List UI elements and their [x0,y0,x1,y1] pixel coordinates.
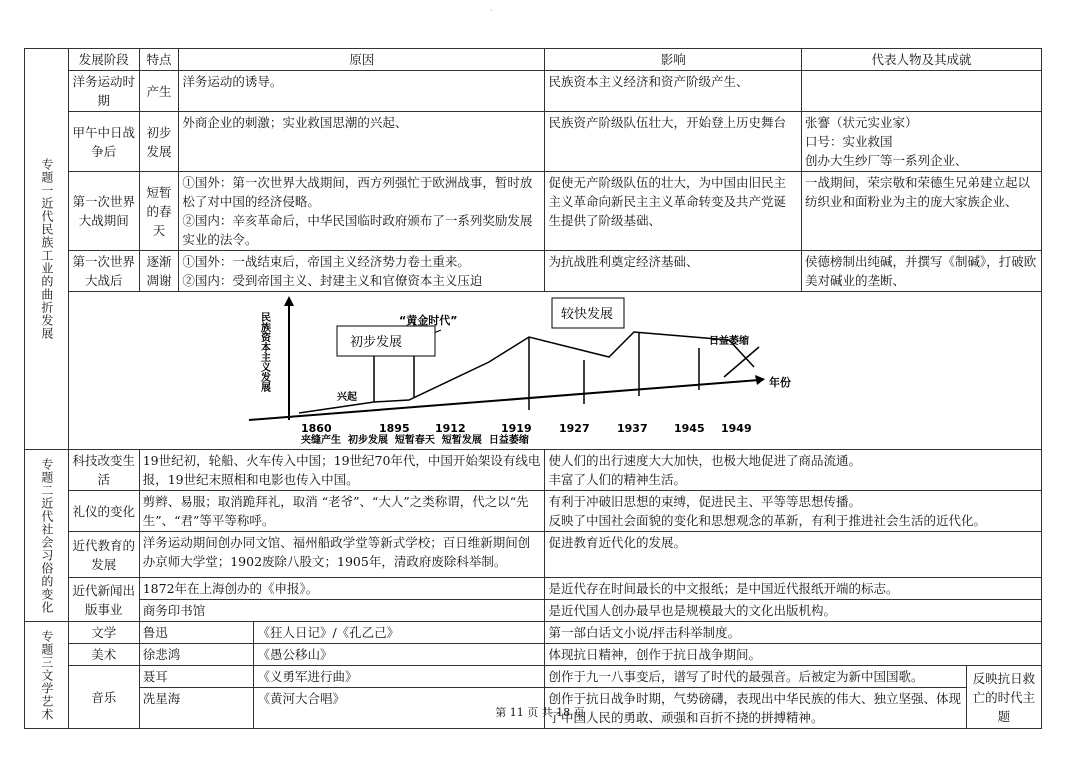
callout-early: 初步发展 [349,335,402,350]
stage-cell: 第一次世界大战后 [68,251,139,292]
art-person-cell: 聂耳 [139,666,254,688]
custom-impact-cell: 促进教育近代化的发展。 [545,532,1042,578]
custom-content-cell: 1872年在上海创办的《申报》。 [139,578,545,600]
art-work-cell: 《黄河大合唱》 [254,688,545,729]
topic3-row [25,622,1042,644]
year-label: 1919 [500,422,532,435]
people-cell: 张謇（状元实业家） 口号：实业救国 创办大生纱厂等一系列企业、 [802,112,1042,172]
year-label: 1945 [673,422,705,435]
custom-content-cell: 剪辫、易服；取消跪拜礼，取消 “老爷”、“大人”之类称谓，代之以“先生”、“君”等平等称呼。 [139,491,545,532]
year-labels [301,422,752,435]
topic2-row [25,532,1042,578]
top-dot: · [490,6,493,15]
stage-cell: 第一次世界大战期间 [68,172,139,251]
year-label: 1912 [434,422,466,435]
custom-impact-cell: 使人们的出行速度大大加快，也极大地促进了商品流通。 丰富了人们的精神生活。 [545,450,1042,491]
x-axis-label: 年份 [768,376,791,389]
topic2-row [25,600,1042,622]
year-label: 1927 [558,422,590,435]
header-impact: 影响 [545,49,802,71]
y-axis-label: 民族资本主义发展 [258,312,270,392]
art-impact-cell: 创作于抗日战争时期，气势磅礴，表现出中华民族的伟大、独立坚强、体现了中国人民的勇敢、顽强和百折不挠的拼搏精神。 [545,688,966,729]
custom-name-cell: 科技改变生活 [68,450,139,491]
year-label: 1937 [616,422,648,435]
art-person-cell: 冼星海 [139,688,254,729]
art-category-cell: 音乐 [68,666,139,729]
stage-cell: 洋务运动时期 [68,71,139,112]
topic3-row [25,666,1042,688]
header-people: 代表人物及其成就 [802,49,1042,71]
custom-impact-cell: 是近代存在时间最长的中文报纸；是中国近代报纸开端的标志。 [545,578,1042,600]
callout-fast: 较快发展 [560,307,613,322]
callout-rise: 兴起 [336,392,357,403]
impact-cell: 促使无产阶级队伍的壮大，为中国由旧民主主义革命向新民主主义革命转变及共产党诞生提供了阶级基础、 [545,172,802,251]
reason-cell: 洋务运动的诱导。 [179,71,545,112]
topic2-row [25,450,1042,491]
shrink-arrow [724,347,759,377]
stage-cell: 甲午中日战争后 [68,112,139,172]
people-cell: 一战期间，荣宗敬和荣德生兄弟建立起以纺织业和面粉业为主的庞大家族企业、 [802,172,1042,251]
chart-row [25,292,1042,450]
art-impact-cell: 创作于九一八事变后，谱写了时代的最强音。后被定为新中国国歌。 [545,666,966,688]
custom-content-cell: 洋务运动期间创办同文馆、福州船政学堂等新式学校；百日维新期间创办京师大学堂；1902废除八股文；1905年，清政府废除科举制。 [139,532,545,578]
art-person-cell: 鲁迅 [139,622,254,644]
topic2-title: 专题二近代社会习俗的变化 [25,450,69,622]
art-category-cell: 文学 [68,622,139,644]
header-row [25,49,1042,71]
theme-cell: 反映抗日救亡的时代主题 [966,666,1041,729]
custom-name-cell: 近代教育的发展 [68,532,139,578]
people-cell [802,71,1042,112]
topic1-row [25,71,1042,112]
art-work-cell: 《愚公移山》 [254,644,545,666]
feature-cell: 产生 [139,71,179,112]
page-footer: 第 11 页 共 18 页 [495,706,585,719]
feature-cell: 初步发展 [139,112,179,172]
topic1-row [25,251,1042,292]
topic2-row [25,578,1042,600]
custom-content-cell: 商务印书馆 [139,600,545,622]
art-work-cell: 《义勇军进行曲》 [254,666,545,688]
art-person-cell: 徐悲鸿 [139,644,254,666]
topic1-title: 专题一近代民族工业的曲折发展 [25,49,69,450]
feature-cell: 逐渐凋谢 [139,251,179,292]
topic3-row [25,644,1042,666]
art-category-cell: 美术 [68,644,139,666]
development-chart [69,292,1041,444]
topic1-row [25,172,1042,251]
custom-impact-cell: 有利于冲破旧思想的束缚，促进民主、平等等思想传播。 反映了中国社会面貌的变化和思想观念的革新，有利于推进社会生活的近代化。 [545,491,1042,532]
custom-impact-cell: 是近代国人创办最早也是规模最大的文化出版机构。 [545,600,1042,622]
people-cell: 侯德榜制出纯碱，并撰写《制碱》，打破欧美对碱业的垄断、 [802,251,1042,292]
header-stage: 发展阶段 [68,49,139,71]
feature-cell: 短暂的春天 [139,172,179,251]
callout-shrink: 日益萎缩 [708,336,749,347]
callout-golden: “黄金时代” [398,314,458,327]
history-summary-table [24,48,1042,729]
topic1-row [25,112,1042,172]
art-impact-cell: 体现抗日精神，创作于抗日战争期间。 [545,644,1042,666]
custom-name-cell: 近代新闻出版事业 [68,578,139,622]
x-axis [249,375,765,420]
header-feature: 特点 [139,49,179,71]
impact-cell: 民族资本主义经济和资产阶级产生、 [545,71,802,112]
reason-cell: ①国外：第一次世界大战期间，西方列强忙于欧洲战事，暂时放松了对中国的经济侵略。 ②国内：辛亥革命后，中华民国临时政府颁布了一系列奖励发展实业的法令。 [179,172,545,251]
custom-content-cell: 19世纪初，轮船、火车传入中国；19世纪70年代，中国开始架设有线电报，19世纪末照相和电影也传入中国。 [139,450,545,491]
custom-name-cell: 礼仪的变化 [68,491,139,532]
reason-cell: 外商企业的刺激；实业救国思潮的兴起、 [179,112,545,172]
header-reason: 原因 [179,49,545,71]
phase-labels: 夹缝产生 初步发展 短暂春天 短暂发展 日益萎缩 [300,435,529,444]
y-axis [284,296,294,420]
development-chart-cell [68,292,1041,450]
year-label: 1895 [378,422,410,435]
topic3-title: 专题三文学艺术 [25,622,69,729]
document-page [24,48,1042,729]
impact-cell: 为抗战胜利奠定经济基础、 [545,251,802,292]
reason-cell: ①国外：一战结束后，帝国主义经济势力卷土重来。 ②国内：受到帝国主义、封建主义和官僚资本主义压迫 [179,251,545,292]
year-label: 1949 [720,422,752,435]
impact-cell: 民族资产阶级队伍壮大，开始登上历史舞台 [545,112,802,172]
topic2-row [25,491,1042,532]
art-work-cell: 《狂人日记》/《孔乙己》 [254,622,545,644]
year-label: 1860 [300,422,332,435]
art-impact-cell: 第一部白话文小说/抨击科举制度。 [545,622,1042,644]
